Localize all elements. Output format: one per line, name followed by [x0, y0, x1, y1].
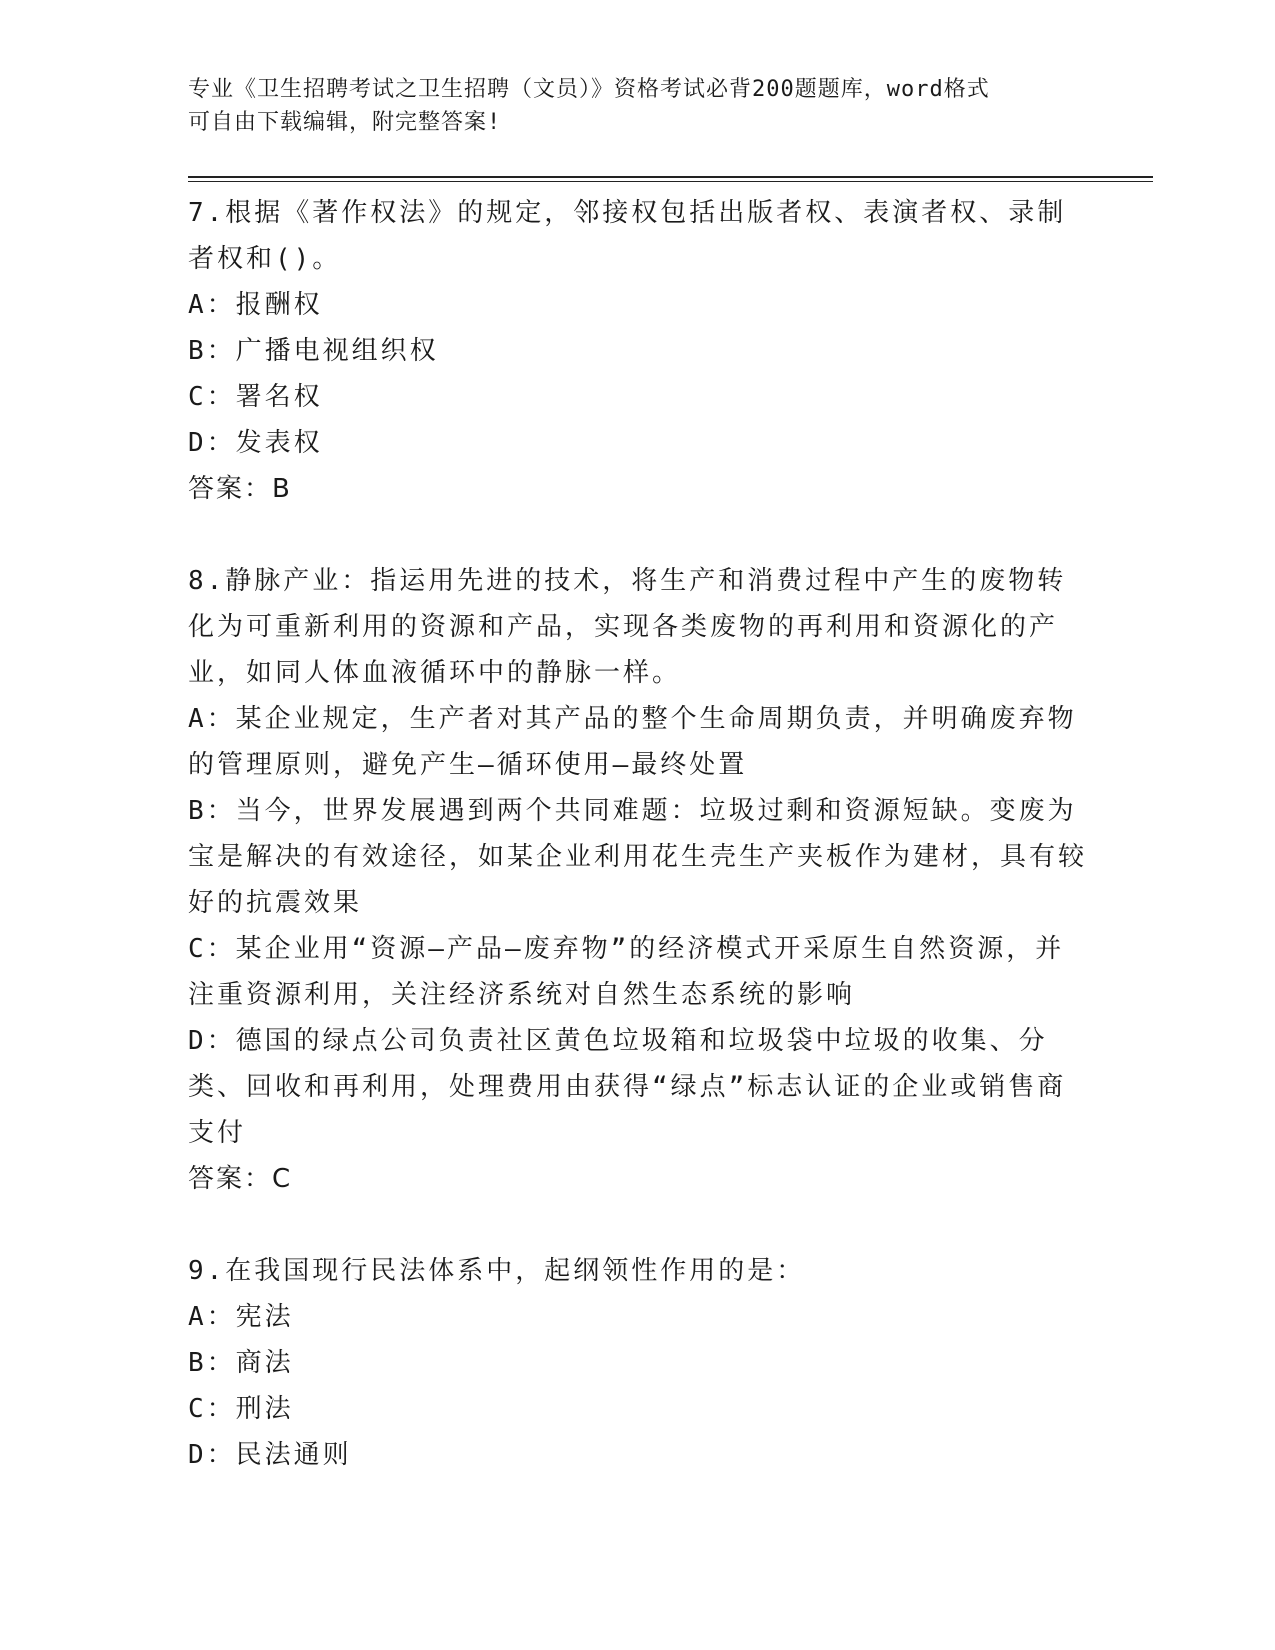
header-line-1: 专业《卫生招聘考试之卫生招聘（文员）》资格考试必背200题题库，word格式	[188, 77, 990, 102]
option-a: A：某企业规定，生产者对其产品的整个生命周期负责，并明确废弃物的管理原则，避免产生—循环使用—最终处置	[188, 704, 1077, 780]
header-line-2: 可自由下载编辑，附完整答案!	[188, 110, 502, 135]
question-7	[188, 190, 1088, 512]
option-d: D：德国的绿点公司负责社区黄色垃圾箱和垃圾袋中垃圾的收集、分类、回收和再利用，处理费用由获得“绿点”标志认证的企业或销售商支付	[188, 1026, 1067, 1148]
option-d: D：发表权	[188, 428, 323, 458]
question-stem: 9.在我国现行民法体系中，起纲领性作用的是：	[188, 1256, 806, 1286]
option-a: A：宪法	[188, 1302, 294, 1332]
header-divider	[188, 176, 1153, 178]
option-b: B：商法	[188, 1348, 294, 1378]
option-b: B：当今，世界发展遇到两个共同难题：垃圾过剩和资源短缺。变废为宝是解决的有效途径，如某企业利用花生壳生产夹板作为建材，具有较好的抗震效果	[188, 796, 1088, 918]
header-divider-thin	[188, 181, 1153, 182]
option-d: D：民法通则	[188, 1440, 352, 1470]
answer: 答案：C	[188, 1164, 293, 1194]
question-list	[188, 190, 1088, 1478]
question-stem: 8.静脉产业：指运用先进的技术，将生产和消费过程中产生的废物转化为可重新利用的资源和产品，实现各类废物的再利用和资源化的产业，如同人体血液循环中的静脉一样。	[188, 566, 1067, 688]
answer: 答案：B	[188, 474, 292, 504]
question-8	[188, 558, 1088, 1202]
option-c: C：某企业用“资源—产品—废弃物”的经济模式开采原生自然资源，并注重资源利用，关注经济系统对自然生态系统的影响	[188, 934, 1065, 1010]
option-c: C：署名权	[188, 382, 323, 412]
question-9	[188, 1248, 1088, 1478]
option-b: B：广播电视组织权	[188, 336, 439, 366]
option-a: A：报酬权	[188, 290, 323, 320]
option-c: C：刑法	[188, 1394, 294, 1424]
document-header	[188, 73, 1068, 139]
question-stem: 7.根据《著作权法》的规定，邻接权包括出版者权、表演者权、录制者权和()。	[188, 198, 1067, 274]
